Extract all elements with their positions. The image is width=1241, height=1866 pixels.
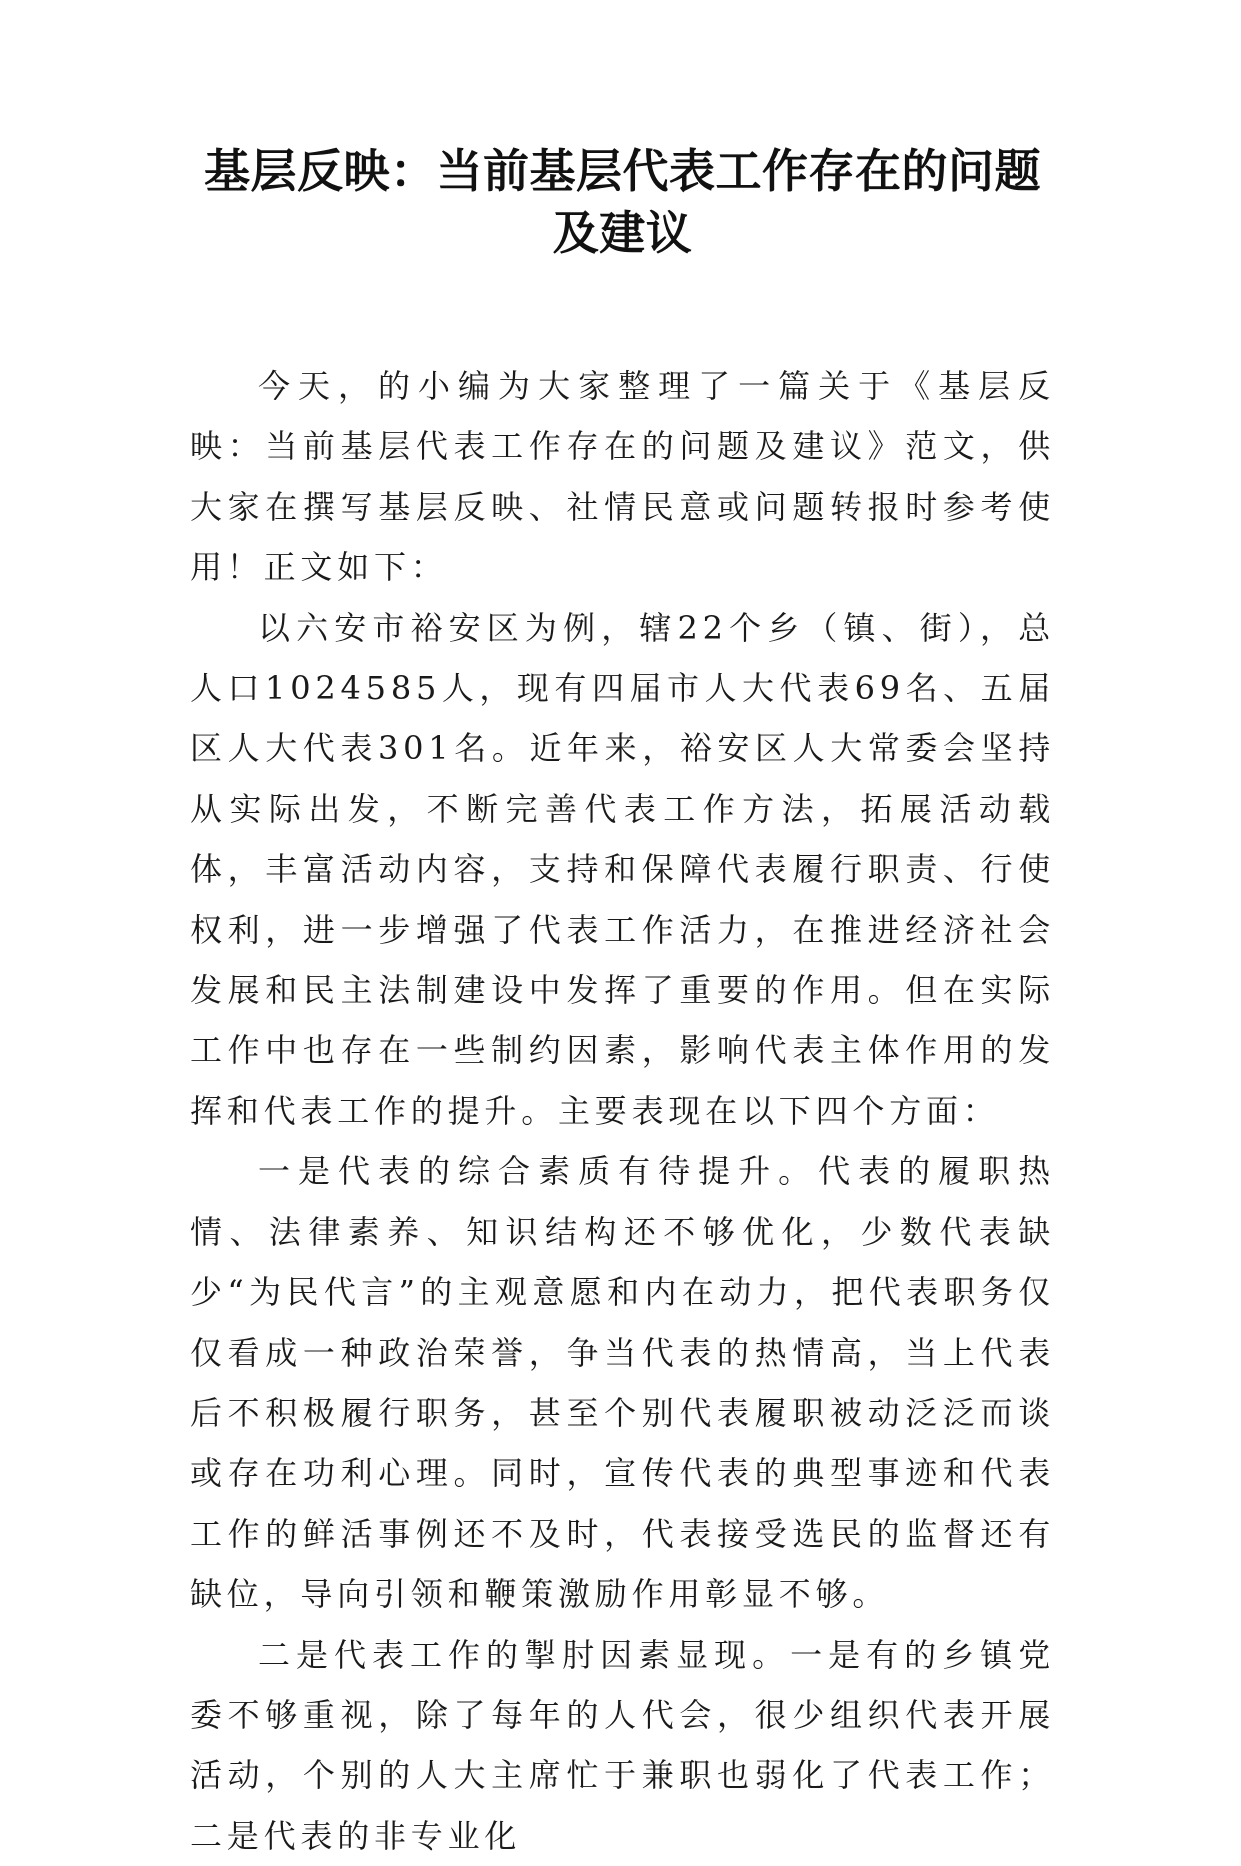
document-page — [190, 140, 1055, 1866]
paragraph-point-one: 一是代表的综合素质有待提升。代表的履职热情、法律素养、知识结构还不够优化，少数代表缺少“为民代言”的主观意愿和内在动力，把代表职务仅仅看成一种政治荣誉，争当代表的热情高，当上代表后不积极履行职务，甚至个别代表履职被动泛泛而谈或存在功利心理。同时，宣传代表的典型事迹和代表工作的鲜活事例还不及时，代表接受选民的监督还有缺位，导向引领和鞭策激励作用彰显不够。 — [190, 1152, 1055, 1614]
document-title: 基层反映：当前基层代表工作存在的问题及建议 — [204, 144, 1041, 260]
paragraph-background: 以六安市裕安区为例，辖22个乡（镇、街），总人口1024585人，现有四届市人大代表69名、五届区人大代表301名。近年来，裕安区人大常委会坚持从实际出发，不断完善代表工作方法，拓展活动载体，丰富活动内容，支持和保障代表履行职责、行使权利，进一步增强了代表工作活力，在推进经济社会发展和民主法制建设中发挥了重要的作用。但在实际工作中也存在一些制约因素，影响代表主体作用的发挥和代表工作的提升。主要表现在以下四个方面： — [190, 608, 1055, 1130]
paragraph-intro: 今天，的小编为大家整理了一篇关于《基层反映：当前基层代表工作存在的问题及建议》范文，供大家在撰写基层反映、社情民意或问题转报时参考使用！正文如下： — [190, 367, 1055, 587]
paragraph-point-two: 二是代表工作的掣肘因素显现。一是有的乡镇党委不够重视，除了每年的人代会，很少组织代表开展活动，个别的人大主席忙于兼职也弱化了代表工作；二是代表的非专业化 — [190, 1635, 1055, 1855]
document-body — [190, 356, 1055, 1866]
